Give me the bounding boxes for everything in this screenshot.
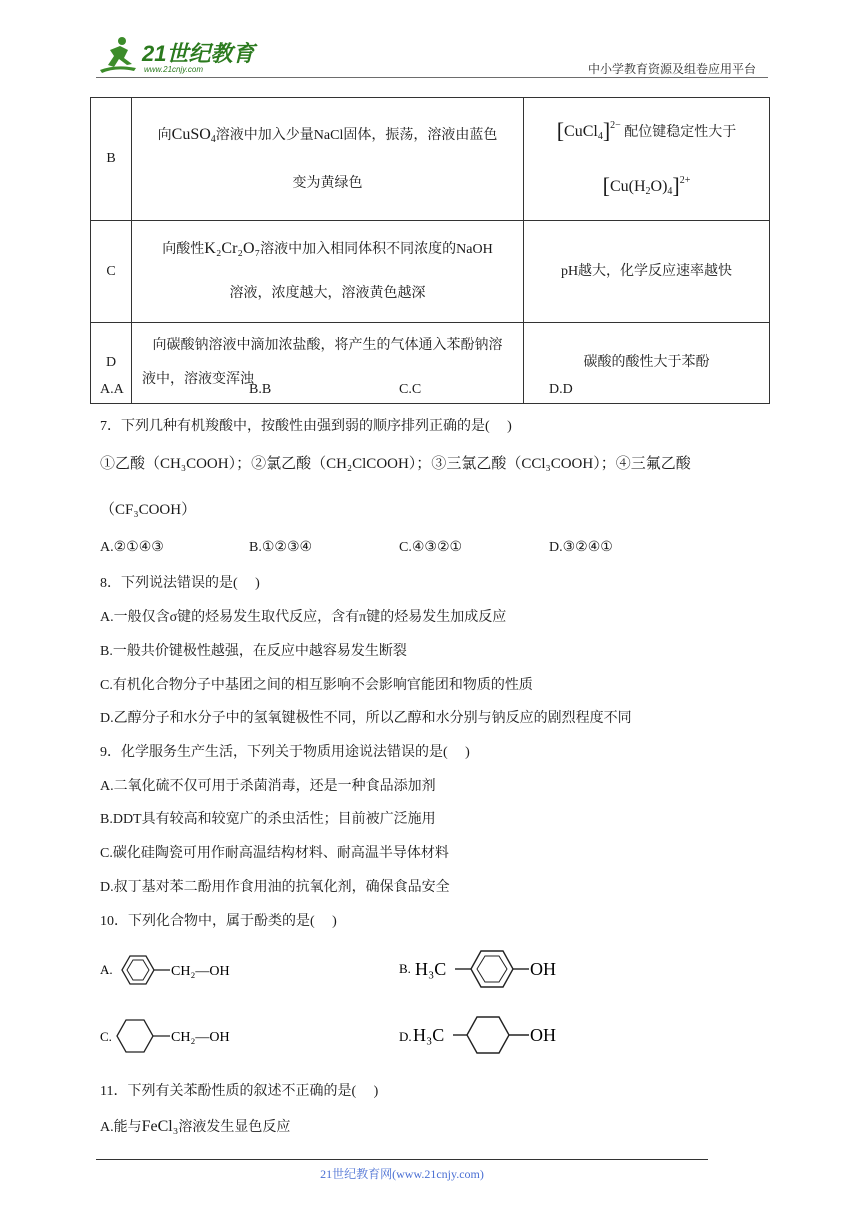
q7-option-d: D.③②④① [549, 540, 613, 555]
q6-options-table [90, 97, 770, 404]
q6-option-b: B.B [249, 382, 272, 397]
svg-text:C.: C. [100, 1029, 112, 1044]
q6-option-a: A.A [100, 382, 124, 397]
q10-option-a-structure [100, 948, 250, 992]
logo-url: www.21cnjy.com [144, 65, 203, 74]
q8-option-b: B.一般共价键极性越强，在反应中越容易发生断裂 [100, 644, 407, 659]
q10-option-d-structure [399, 1008, 574, 1062]
q7-option-c: C.④③②① [399, 540, 463, 555]
row-conclusion: [CuCl$_4$]$^{2-}$ 配位键稳定性大于 $[Cu(H_2O)_4]^{2+}$ [524, 98, 770, 221]
svg-text:OH: OH [530, 959, 556, 979]
svg-text:OH: OH [530, 1025, 556, 1045]
q6-option-d: D.D [549, 382, 573, 397]
svg-text:D.: D. [399, 1029, 412, 1044]
svg-text:H₃C: H₃C [415, 959, 447, 979]
q9-option-c: C.碳化硅陶瓷可用作耐高温结构材料、耐高温半导体材料 [100, 846, 449, 861]
row-conclusion: pH越大，化学反应速率越快 [524, 221, 770, 323]
svg-text:A.: A. [100, 962, 113, 977]
q9-option-d: D.叔丁基对苯二酚用作食用油的抗氧化剂，确保食品安全 [100, 880, 450, 895]
q9-option-a: A.二氧化硫不仅可用于杀菌消毒，还是一种食品添加剂 [100, 779, 436, 794]
q10-stem: 10．下列化合物中，属于酚类的是( ) [100, 914, 337, 929]
q10-option-b-structure [399, 942, 574, 996]
row-description: 向酸性K₂Cr₂O₇溶液中加入相同体积不同浓度的NaOH 溶液，浓度越大，溶液黄色越深 [132, 221, 524, 323]
q8-option-c: C.有机化合物分子中基团之间的相互影响不会影响官能团和物质的性质 [100, 678, 533, 693]
footer-divider [96, 1159, 708, 1160]
q6-option-c: C.C [399, 382, 422, 397]
q7-option-b: B.①②③④ [249, 540, 313, 555]
q7-items-line1: ①乙酸（CH₃COOH）；②氯乙酸（CH₂ClCOOH）；③三氯乙酸（CCl₃COOH）；④三氟乙酸 [100, 456, 691, 472]
row-label: B [91, 98, 132, 221]
q9-option-b: B.DDT具有较高和较宽广的杀虫活性；目前被广泛施用 [100, 812, 436, 827]
page-header [96, 34, 768, 78]
q8-option-d: D.乙醇分子和水分子中的氢氧键极性不同，所以乙醇和水分别与钠反应的剧烈程度不同 [100, 711, 632, 726]
q11-stem: 11．下列有关苯酚性质的叙述不正确的是( ) [100, 1084, 379, 1099]
row-conclusion: 碳酸的酸性大于苯酚 [524, 323, 770, 404]
q8-option-a: A.一般仅含σ键的烃易发生取代反应，含有π键的烃易发生加成反应 [100, 610, 507, 625]
platform-title: 中小学教育资源及组卷应用平台 [587, 62, 756, 76]
q10-option-c-structure [100, 1012, 250, 1060]
site-logo [96, 34, 271, 76]
svg-text:H₃C: H₃C [413, 1025, 445, 1045]
table-row [91, 98, 770, 221]
q9-stem: 9．化学服务生产生活，下列关于物质用途说法错误的是( ) [100, 745, 470, 760]
q11-option-a: A.能与FeCl₃溶液发生显色反应 [100, 1118, 291, 1135]
table-row [91, 323, 770, 404]
table-row [91, 221, 770, 323]
row-label: C [91, 221, 132, 323]
q7-option-a: A.②①④③ [100, 540, 164, 555]
row-description: 向CuSO$_4$溶液中加入少量NaCl固体，振荡，溶液由蓝色 变为黄绿色 [132, 98, 524, 221]
q8-stem: 8．下列说法错误的是( ) [100, 576, 260, 591]
svg-text:CH₂—OH: CH₂—OH [171, 1030, 230, 1045]
logo-text: 21世纪教育 [142, 41, 255, 66]
footer-text: 21世纪教育网(www.21cnjy.com) [320, 1167, 484, 1181]
q7-items-line2: （CF₃COOH） [100, 502, 197, 518]
svg-text:CH₂—OH: CH₂—OH [171, 964, 230, 979]
row-description: 向碳酸钠溶液中滴加浓盐酸，将产生的气体通入苯酚钠溶 液中，溶液变浑浊 [132, 323, 524, 404]
row-label: D [91, 323, 132, 404]
svg-text:B.: B. [399, 961, 411, 976]
q7-stem: 7．下列几种有机羧酸中，按酸性由强到弱的顺序排列正确的是( ) [100, 419, 512, 434]
